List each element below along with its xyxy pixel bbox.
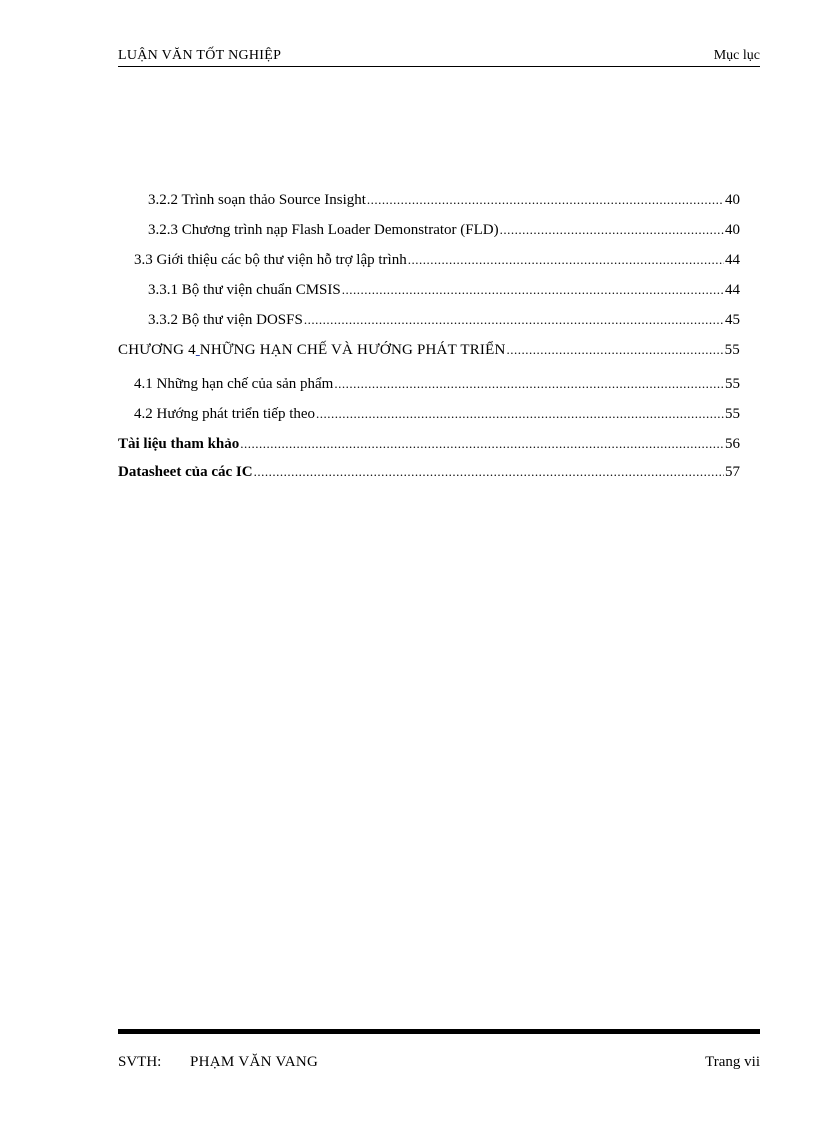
page-header (118, 46, 760, 67)
toc-entry-title: 3.3 Giới thiệu các bộ thư viện hỗ trợ lập trình (134, 252, 407, 268)
footer-divider (118, 1029, 760, 1034)
toc-entry-4-1[interactable] (118, 373, 740, 403)
thesis-title: LUẬN VĂN TỐT NGHIỆP (118, 48, 282, 63)
toc-entry-title: 3.3.1 Bộ thư viện chuẩn CMSIS (148, 282, 341, 298)
page-number: Trang vii (705, 1054, 760, 1070)
toc-entry-page: 45 (725, 312, 740, 328)
student-name: PHẠM VĂN VANG (190, 1054, 319, 1070)
dot-leader (304, 309, 724, 331)
chapter-title: NHỮNG HẠN CHẾ VÀ HƯỚNG PHÁT TRIỂN (199, 342, 506, 358)
toc-entry-title: Datasheet của các IC (118, 464, 253, 480)
toc-entry-page: 44 (725, 252, 740, 268)
toc-entry-page: 55 (725, 376, 740, 392)
toc-entry-3-3-2[interactable] (118, 309, 740, 339)
dot-leader (507, 339, 724, 361)
toc-entry-page: 40 (725, 192, 740, 208)
dot-leader (367, 189, 724, 211)
dot-leader (334, 373, 724, 395)
dot-leader (316, 403, 724, 425)
toc-entry-references[interactable] (118, 433, 740, 461)
dot-leader (500, 219, 724, 241)
toc-entry-page: 57 (725, 464, 740, 480)
toc-entry-3-2-3[interactable] (118, 219, 740, 249)
dot-leader (408, 249, 724, 271)
toc-entry-3-3[interactable] (118, 249, 740, 279)
toc-entry-title: Tài liệu tham khảo (118, 436, 240, 452)
toc-entry-page: 40 (725, 222, 740, 238)
student-label: SVTH: (118, 1054, 162, 1070)
toc-entry-title (118, 339, 506, 361)
dot-leader (254, 461, 724, 483)
toc-entry-4-2[interactable] (118, 403, 740, 433)
toc-entry-3-2-2[interactable] (118, 189, 740, 219)
toc-entry-page: 55 (725, 406, 740, 422)
toc-entry-title: 3.2.3 Chương trình nạp Flash Loader Demonstrator (FLD) (148, 222, 499, 238)
toc-entry-3-3-1[interactable] (118, 279, 740, 309)
toc-entry-title: 4.2 Hướng phát triển tiếp theo (134, 406, 316, 422)
toc-entry-title: 4.1 Những hạn chế của sản phẩm (134, 376, 334, 392)
toc-entry-datasheets[interactable] (118, 461, 740, 489)
table-of-contents (118, 189, 740, 489)
toc-entry-page: 44 (725, 282, 740, 298)
chapter-number: CHƯƠNG 4 (118, 342, 196, 358)
toc-entry-chapter-4[interactable] (118, 339, 740, 373)
toc-entry-page: 56 (725, 436, 740, 452)
section-title: Mục lục (713, 48, 760, 63)
toc-entry-page: 55 (724, 342, 740, 358)
toc-entry-title: 3.3.2 Bộ thư viện DOSFS (148, 312, 303, 328)
dot-leader (240, 433, 724, 455)
toc-entry-title: 3.2.2 Trình soạn thảo Source Insight (148, 192, 366, 208)
dot-leader (342, 279, 724, 301)
